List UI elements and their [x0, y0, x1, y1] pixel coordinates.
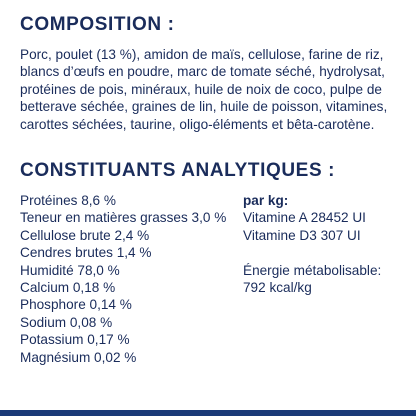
constituents-heading: CONSTITUANTS ANALYTIQUES :	[20, 160, 336, 181]
vitamin-d3: Vitamine D3 307 UI	[243, 227, 361, 243]
vitamin-a: Vitamine A 28452 UI	[243, 210, 366, 226]
composition-text: Porc, poulet (13 %), amidon de maïs, cellulose, farine de riz, blancs d’œufs en poudre, marc de tomate séché, hydrolysat, protéines de pois, minéraux, huile de noix de coco, pulpe de betterave séchée, graines de lin, huile de poisson, vitamines, carottes séchées, taurine, oligo-éléments et bêta-carotène.	[20, 47, 388, 132]
analytical-item-fibre: Cellulose brute 2,4 %	[20, 227, 150, 243]
bottom-accent-bar	[0, 410, 416, 416]
analytical-item-sodium: Sodium 0,08 %	[20, 314, 113, 330]
analytical-item-calcium: Calcium 0,18 %	[20, 280, 116, 296]
per-kg-title: par kg:	[243, 193, 289, 208]
composition-heading: COMPOSITION :	[20, 14, 175, 35]
analytical-list	[20, 192, 230, 366]
analytical-item-phosphorus: Phosphore 0,14 %	[20, 297, 132, 313]
analytical-item-moisture: Humidité 78,0 %	[20, 262, 120, 278]
analytical-item-protein: Protéines 8,6 %	[20, 193, 116, 208]
per-kg-list	[243, 192, 413, 296]
energy-label: Énergie métabolisable:	[243, 262, 382, 278]
spacer	[243, 244, 413, 261]
energy-value: 792 kcal/kg	[243, 280, 312, 296]
analytical-item-magnesium: Magnésium 0,02 %	[20, 349, 137, 365]
analytical-item-ash: Cendres brutes 1,4 %	[20, 245, 152, 261]
analytical-item-fat: Teneur en matières grasses 3,0 %	[20, 210, 227, 226]
analytical-item-potassium: Potassium 0,17 %	[20, 332, 130, 348]
